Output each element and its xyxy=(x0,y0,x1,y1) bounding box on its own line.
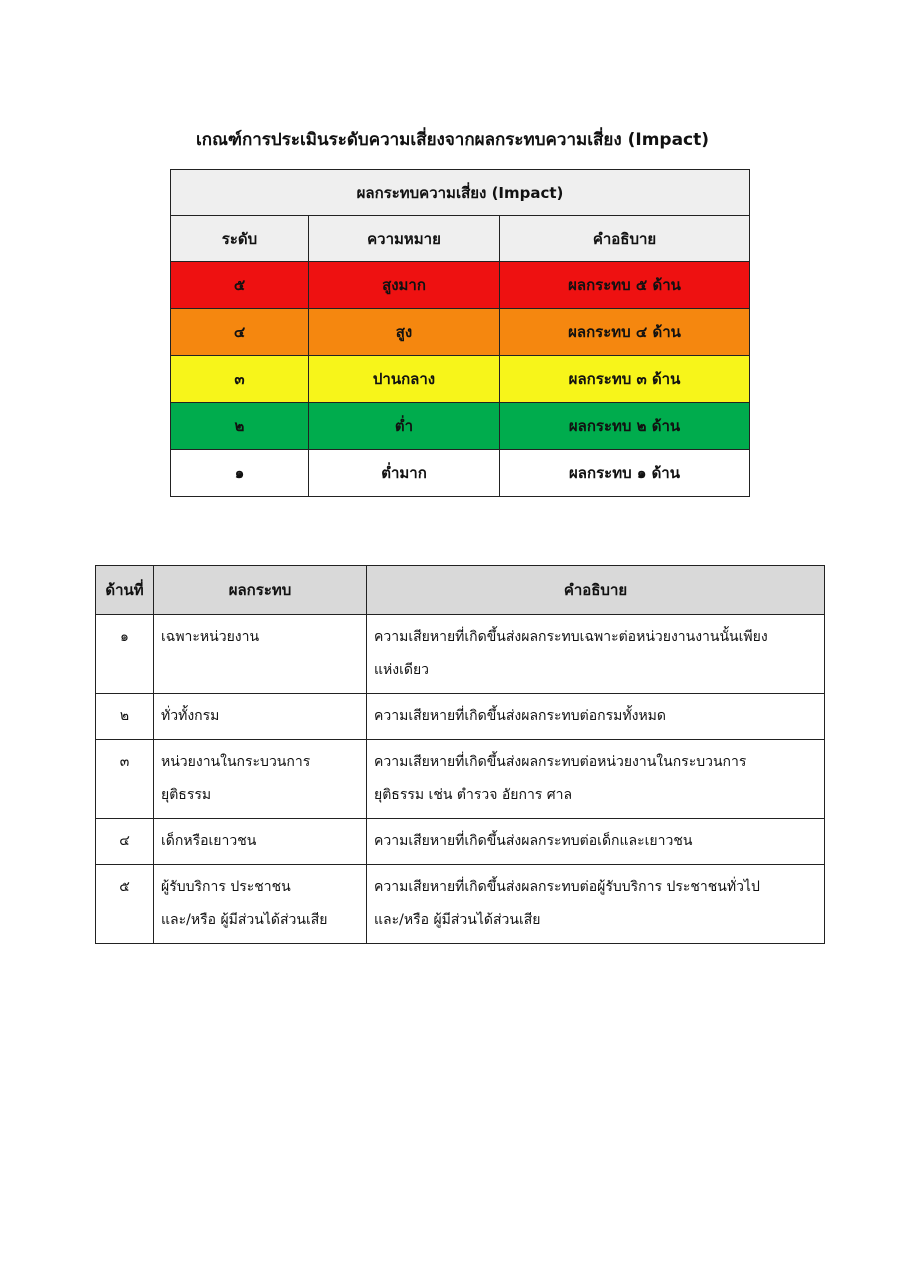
aspect-number-cell: ๑ xyxy=(96,615,154,694)
impact-table-caption: ผลกระทบความเสี่ยง (Impact) xyxy=(171,170,750,216)
aspect-description-line: แห่งเดียว xyxy=(374,662,430,678)
aspect-number-cell: ๒ xyxy=(96,694,154,740)
impact-header-meaning: ความหมาย xyxy=(309,216,500,262)
aspect-header-impact: ผลกระทบ xyxy=(154,566,367,615)
aspect-description-line: ความเสียหายที่เกิดขึ้นส่งผลกระทบต่อกรมทั้งหมด xyxy=(374,708,666,724)
aspect-impact-line: และ/หรือ ผู้มีส่วนได้ส่วนเสีย xyxy=(161,912,328,928)
impact-aspect-table xyxy=(95,565,825,944)
aspect-description-cell xyxy=(367,694,825,740)
impact-description-cell: ผลกระทบ ๕ ด้าน xyxy=(500,262,750,309)
aspect-description-cell xyxy=(367,819,825,865)
aspect-impact-line: ยุติธรรม xyxy=(161,787,212,803)
impact-meaning-cell: สูงมาก xyxy=(309,262,500,309)
impact-description-cell: ผลกระทบ ๒ ด้าน xyxy=(500,403,750,450)
aspect-impact-line: เฉพาะหน่วยงาน xyxy=(161,629,260,645)
table-row xyxy=(96,819,825,865)
impact-level-table xyxy=(170,169,750,497)
aspect-impact-line: ผู้รับบริการ ประชาชน xyxy=(161,879,291,895)
aspect-impact-cell xyxy=(154,865,367,944)
impact-row xyxy=(171,309,750,356)
aspect-impact-cell xyxy=(154,740,367,819)
aspect-description-cell xyxy=(367,615,825,694)
aspect-impact-line: เด็กหรือเยาวชน xyxy=(161,833,257,849)
aspect-header-description: คำอธิบาย xyxy=(367,566,825,615)
aspect-number-cell: ๔ xyxy=(96,819,154,865)
aspect-impact-line: หน่วยงานในกระบวนการ xyxy=(161,754,311,770)
impact-description-cell: ผลกระทบ ๑ ด้าน xyxy=(500,450,750,497)
impact-description-cell: ผลกระทบ ๓ ด้าน xyxy=(500,356,750,403)
aspect-impact-cell xyxy=(154,694,367,740)
impact-level-cell: ๔ xyxy=(171,309,309,356)
aspect-number-cell: ๓ xyxy=(96,740,154,819)
impact-meaning-cell: ต่ำมาก xyxy=(309,450,500,497)
aspect-impact-cell xyxy=(154,819,367,865)
aspect-number-cell: ๕ xyxy=(96,865,154,944)
aspect-description-line: ความเสียหายที่เกิดขึ้นส่งผลกระทบต่อเด็กและเยาวชน xyxy=(374,833,693,849)
impact-meaning-cell: ปานกลาง xyxy=(309,356,500,403)
impact-row xyxy=(171,403,750,450)
impact-meaning-cell: สูง xyxy=(309,309,500,356)
impact-header-description: คำอธิบาย xyxy=(500,216,750,262)
impact-level-cell: ๑ xyxy=(171,450,309,497)
impact-row xyxy=(171,450,750,497)
aspect-description-line: ความเสียหายที่เกิดขึ้นส่งผลกระทบต่อหน่วยงานในกระบวนการ xyxy=(374,754,747,770)
impact-row xyxy=(171,356,750,403)
aspect-impact-line: ทั่วทั้งกรม xyxy=(161,708,220,724)
aspect-description-line: ยุติธรรม เช่น ตำรวจ อัยการ ศาล xyxy=(374,787,573,803)
aspect-description-cell xyxy=(367,865,825,944)
impact-level-cell: ๕ xyxy=(171,262,309,309)
impact-level-cell: ๒ xyxy=(171,403,309,450)
impact-level-cell: ๓ xyxy=(171,356,309,403)
impact-header-level: ระดับ xyxy=(171,216,309,262)
aspect-description-cell xyxy=(367,740,825,819)
aspect-impact-cell xyxy=(154,615,367,694)
aspect-header-number: ด้านที่ xyxy=(96,566,154,615)
table-row xyxy=(96,740,825,819)
impact-row xyxy=(171,262,750,309)
aspect-description-line: ความเสียหายที่เกิดขึ้นส่งผลกระทบต่อผู้รับบริการ ประชาชนทั่วไป xyxy=(374,879,760,895)
impact-description-cell: ผลกระทบ ๔ ด้าน xyxy=(500,309,750,356)
impact-meaning-cell: ต่ำ xyxy=(309,403,500,450)
table-row xyxy=(96,615,825,694)
aspect-description-line: และ/หรือ ผู้มีส่วนได้ส่วนเสีย xyxy=(374,912,541,928)
table-row xyxy=(96,865,825,944)
table-row xyxy=(96,694,825,740)
page-title: เกณฑ์การประเมินระดับความเสี่ยงจากผลกระทบความเสี่ยง (Impact) xyxy=(195,130,710,150)
aspect-description-line: ความเสียหายที่เกิดขึ้นส่งผลกระทบเฉพาะต่อหน่วยงานงานนั้นเพียง xyxy=(374,629,768,645)
